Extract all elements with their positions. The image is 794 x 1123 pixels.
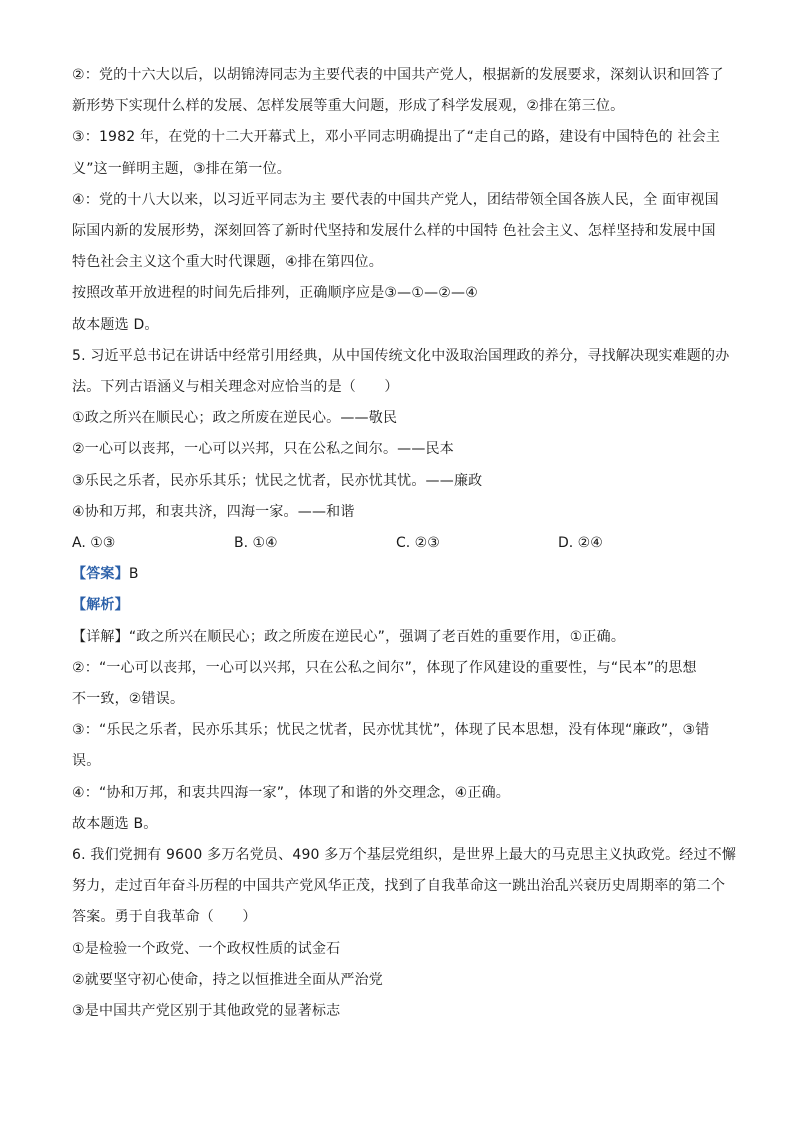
question-6-stem: 努力，走过百年奋斗历程的中国共产党风华正茂，找到了自我革命这一跳出治乱兴衰历史周期率的第二个 xyxy=(72,878,726,895)
analysis-tag: 【解析】 xyxy=(72,597,129,614)
statement-item: ③是中国共产党区别于其他政党的显著标志 xyxy=(72,1003,341,1020)
text-line: ③：“乐民之乐者，民亦乐其乐；忧民之忧者，民亦忧其忧”，体现了民本思想，没有体现“廉政”，③错 xyxy=(72,722,710,739)
text-line: 故本题选 D。 xyxy=(72,316,159,333)
text-line: 故本题选 B。 xyxy=(72,815,158,832)
statement-item: ①是检验一个政党、一个政权性质的试金石 xyxy=(72,940,341,957)
detail-tag: 【详解】 xyxy=(72,628,129,645)
question-5-stem: 法。下列古语涵义与相关理念对应恰当的是（ ） xyxy=(72,379,399,396)
option-d: D. ②④ xyxy=(558,535,603,552)
detail-text: “政之所兴在顺民心；政之所废在逆民心”，强调了老百姓的重要作用，①正确。 xyxy=(128,628,626,645)
option-b: B. ①④ xyxy=(234,535,278,552)
analysis-line xyxy=(72,590,724,621)
text-line: ②：“一心可以丧邦，一心可以兴邦，只在公私之间尔”，体现了作风建设的重要性，与“民本”的思想 xyxy=(72,659,697,676)
statement-item: ①政之所兴在顺民心；政之所废在逆民心。——敬民 xyxy=(72,410,398,427)
question-5-stem: 5. 习近平总书记在讲话中经常引用经典，从中国传统文化中汲取治国理政的养分，寻找解决现实难题的办 xyxy=(72,347,730,364)
text-line: ④：党的十八大以来，以习近平同志为主 要代表的中国共产党人，团结带领全国各族人民，全 面审视国 xyxy=(72,191,719,208)
statement-item: ②就要坚守初心使命，持之以恒推进全面从严治党 xyxy=(72,971,383,988)
detail-line xyxy=(72,622,724,653)
text-line: 不一致，②错误。 xyxy=(72,691,185,708)
text-line: 际国内新的发展形势，深刻回答了新时代坚持和发展什么样的中国特 色社会主义、怎样坚持和发展中国 xyxy=(72,223,716,240)
text-line: ②：党的十六大以后，以胡锦涛同志为主要代表的中国共产党人，根据新的发展要求，深刻认识和回答了 xyxy=(72,67,724,83)
text-line: 特色社会主义这个重大时代课题，④排在第四位。 xyxy=(72,254,383,271)
statement-item: ④协和万邦，和衷共济，四海一家。——和谐 xyxy=(72,503,355,520)
statement-item: ②一心可以丧邦，一心可以兴邦，只在公私之间尔。——民本 xyxy=(72,441,454,458)
document-page xyxy=(72,60,737,1027)
question-6-stem: 6. 我们党拥有 9600 多万名党员、490 多万个基层党组织，是世界上最大的马克思主义执政党。经过不懈 xyxy=(72,847,737,864)
text-line: 新形势下实现什么样的发展、怎样发展等重大问题，形成了科学发展观，②排在第三位。 xyxy=(72,98,625,115)
text-line: 误。 xyxy=(72,753,101,770)
text-line: 按照改革开放进程的时间先后排列，正确顺序应是③—①—②—④ xyxy=(72,285,479,302)
text-line: 义”这一鲜明主题，③排在第一位。 xyxy=(72,160,292,177)
text-line: ③：1982 年，在党的十二大开幕式上，邓小平同志明确提出了“走自己的路，建设有中国特色的 社会主 xyxy=(72,129,721,146)
text-line: ④：“协和万邦，和衷共四海一家”，体现了和谐的外交理念，④正确。 xyxy=(72,784,511,801)
option-a: A. ①③ xyxy=(72,535,116,552)
answer-tag: 【答案】 xyxy=(72,566,129,583)
answer-options xyxy=(72,528,724,559)
question-6-stem: 答案。勇于自我革命（ ） xyxy=(72,909,257,926)
statement-item: ③乐民之乐者，民亦乐其乐；忧民之忧者，民亦忧其忧。——廉政 xyxy=(72,472,483,489)
answer-value: B xyxy=(128,566,139,583)
option-c: C. ②③ xyxy=(396,535,440,552)
answer-line xyxy=(72,559,724,590)
